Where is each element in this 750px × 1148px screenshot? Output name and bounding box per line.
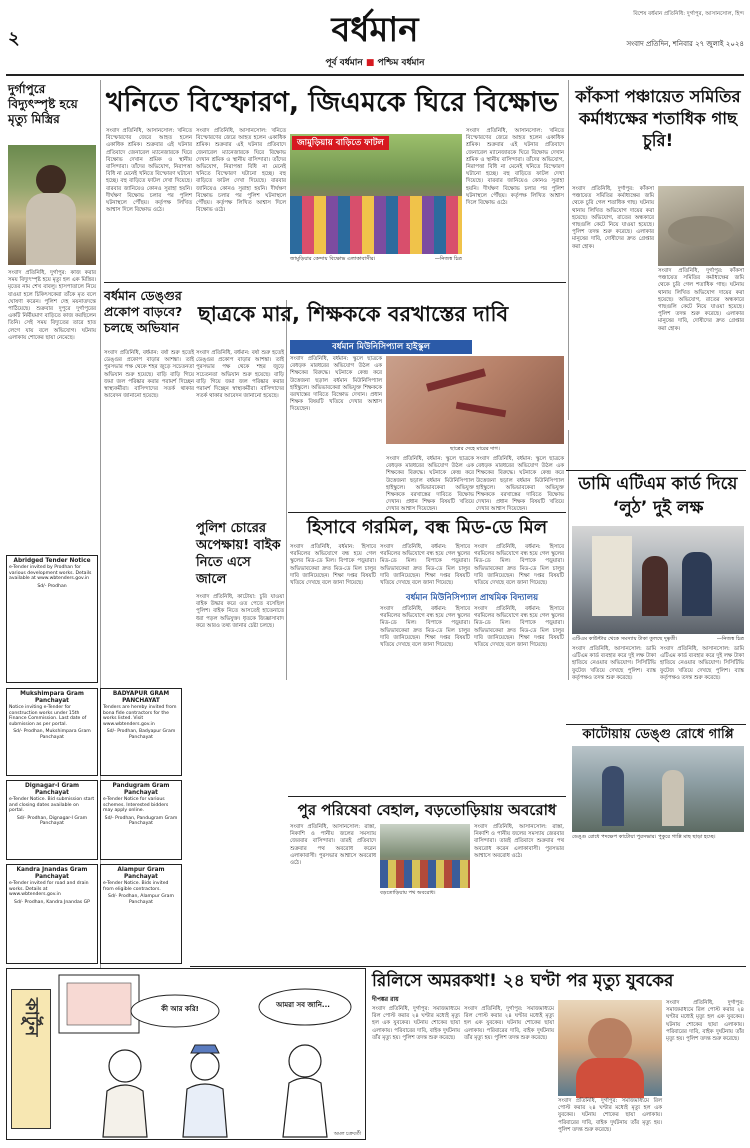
pur-body-b: সংবাদ প্রতিনিধি, আসানসোল: রাস্তা, নিকাশি ও পানীয় জলের সমস্যায় জেরবার বাসিন্দারা। তারই প্রতিবাদে শুক্রবার পথ অবরোধ করেন এলাকাবাসী। পুরসভার আশ্বাসে অবরোধ ওঠে। <box>474 824 564 859</box>
lead-photo-credit: —নিজস্ব চিত্র <box>434 256 462 262</box>
atm-photo <box>572 526 744 634</box>
reel-byline: দীপঙ্কর রায় <box>372 996 399 1003</box>
notice-sign: Sd/- Prodhan, Pandugram Gram Panchayat <box>104 815 178 827</box>
midday-body-b: সংবাদ প্রতিনিধি, বর্ধমান: হিসাবে গরমিলের অভিযোগে বন্ধ হয়ে গেল স্কুলের মিড-ডে মিল। বিপাকে পড়ুয়ারা। অভিভাবকেরা দ্রুত মিড-ডে মিল চালুর দাবি জানিয়েছেন। শিক্ষা দপ্তর বিষয়টি খতিয়ে দেখছে বলে জানা গিয়েছে। <box>380 544 470 587</box>
pur-photo <box>380 824 470 888</box>
date-line: সংবাদ প্রতিদিন, শনিবার ২৭ জুলাই ২০২৪ <box>626 40 744 48</box>
notice-sign: Sd/- Prodhan, Alampur Gram Panchayat <box>108 894 174 905</box>
atm-rule <box>566 470 746 471</box>
katwa-rule <box>566 724 746 725</box>
notice-title: Pandugram Gram Panchayat <box>112 783 170 796</box>
notice-abridged <box>6 555 98 683</box>
section-west[interactable]: পশ্চিম বর্ধমান <box>377 58 425 68</box>
student-body-a: সংবাদ প্রতিনিধি, বর্ধমান: স্কুলে ছাত্রকে বেধড়ক মারধরের অভিযোগ উঠল এক শিক্ষকের বিরুদ্ধে। ঘটনাকে কেন্দ্র করে উত্তেজনা ছড়াল বর্ধমান মিউনিসিপ্যাল হাইস্কুলে। অভিভাবকেরা অভিযুক্ত শিক্ষককে বরখাস্তের দাবিতে বিক্ষোভ দেখান। প্রধান শিক্ষক বিষয়টি খতিয়ে দেখার আশ্বাস দিয়েছেন। <box>290 356 382 413</box>
right-col-rule <box>568 80 569 420</box>
page-number: ২ <box>8 28 20 49</box>
notice-title: Mukshimpara Gram Panchayat <box>20 691 84 704</box>
student-tag: বর্ধমান মিউনিসিপ্যাল হাইস্কুল <box>290 340 472 354</box>
atm-body-a: সংবাদ প্রতিনিধি, আসানসোল: ডামি এটিএম কার্ড ব্যবহার করে দুই লক্ষ টাকা হাতিয়ে নেওয়ার অভিযোগ। সিসিটিভি ফুটেজ খতিয়ে দেখছে পুলিশ। ব্যাঙ্ক কর্তৃপক্ষও তদন্ত শুরু করেছে। <box>572 646 656 681</box>
atm-headline: ডামি এটিএম কার্ড দিয়ে ‘লুঠ’ দুই লক্ষ <box>578 474 738 518</box>
atm-body-b: সংবাদ প্রতিনিধি, আসানসোল: ডামি এটিএম কার্ড ব্যবহার করে দুই লক্ষ টাকা হাতিয়ে নেওয়ার অভিযোগ। সিসিটিভি ফুটেজ খতিয়ে দেখছে পুলিশ। ব্যাঙ্ক কর্তৃপক্ষও তদন্ত শুরু করেছে। <box>660 646 744 681</box>
notice-dignagar <box>6 780 98 860</box>
midday-body-a: সংবাদ প্রতিনিধি, বর্ধমান: হিসাবে গরমিলের অভিযোগে বন্ধ হয়ে গেল স্কুলের মিড-ডে মিল। বিপাকে পড়ুয়ারা। অভিভাবকেরা দ্রুত মিড-ডে মিল চালুর দাবি জানিয়েছেন। শিক্ষা দপ্তর বিষয়টি খতিয়ে দেখছে বলে জানা গিয়েছে। <box>290 544 376 587</box>
lead-body-col1: সংবাদ প্রতিনিধি, আসানসোল: খনিতে বিস্ফোরণের জেরে আহত হলেন একাধিক শ্রমিক। শুক্রবার এই ঘটনার প্রতিবাদে জেনারেল ম্যানেজারকে ঘিরে বিক্ষোভ দেখান শ্রমিক ও স্থানীয় বাসিন্দারা। তাঁদের অভিযোগ, নিরাপত্তা বিধি না মেনেই খনিতে বিস্ফোরণ ঘটানো হচ্ছে। বহু বাড়িতে ফাটল দেখা দিয়েছে। বারবার জানিয়েও কোনও সুরাহা হয়নি। দীর্ঘক্ষণ বিক্ষোভ চলার পর পুলিশ ঘটনাস্থলে পৌঁছয়। কর্তৃপক্ষ লিখিত আশ্বাস দিলে বিক্ষোভ ওঠে। <box>106 128 192 214</box>
speech-bubble-1: কী আর করি! <box>161 1005 199 1013</box>
notice-title: Dignagar-I Gram Panchayat <box>24 783 80 796</box>
lead-photo <box>290 134 462 254</box>
mid-col-rule <box>286 300 287 680</box>
pur-caption: বড়তোড়িয়ায় পথ অবরোধ। <box>380 890 436 896</box>
masthead-rule <box>6 74 744 76</box>
top-right-small: বিশেষ বর্ধমান প্রতিনিধি: দুর্গাপুর, আসানসোল, হিন্দ <box>633 11 744 17</box>
lead-headline: খনিতে বিস্ফোরণ, জিএমকে ঘিরে বিক্ষোভ <box>106 87 559 118</box>
notice-sign: Sd/- Prodhan, Dignagar-I Gram Panchayat <box>16 815 88 827</box>
speech-bubble-2: আমরা সব জানি... <box>276 1001 330 1009</box>
notice-sign: Sd/- Prodhan <box>37 583 67 589</box>
left-body: সংবাদ প্রতিনিধি, দুর্গাপুর: কাজ করার সময় বিদ্যুৎস্পৃষ্ট হয়ে মৃত্যু হল এক মিস্ত্রির। মৃতের নাম শেখ বাবলু। হাসপাতালে নিয়ে যাওয়া হলে চিকিৎসকেরা তাঁকে মৃত বলে ঘোষণা করেন। পুলিশ দেহ ময়নাতদন্তে পাঠিয়েছে। শুক্রবার দুপুরে দুর্গাপুরের একটি নির্মীয়মাণ বাড়িতে কাজ করছিলেন তিনি। সেই সময় বিদ্যুতের তারে হাত লেগে যায় বলে অভিযোগ। ঘটনায় এলাকায় শোকের ছায়া নেমেছে। <box>8 270 96 341</box>
left-photo <box>8 145 96 265</box>
atm-credit: —নিজস্ব চিত্র <box>716 636 744 642</box>
kanksa-photo <box>658 186 744 266</box>
reel-photo <box>558 1000 662 1096</box>
dengue-headline: বর্ধমান ডেঙ্গুর প্রকোপ বাড়বে? চলছে অভিযান <box>104 288 183 335</box>
notice-badyapur <box>100 688 182 776</box>
left-headline: দুর্গাপুরে বিদ্যুৎস্পৃষ্ট হয়ে মৃত্যু মিস্ত্রির <box>8 82 78 126</box>
right-col-rule-2 <box>568 430 569 680</box>
notice-sign: Sd/- Prodhan, Badyapur Gram Panchayat <box>106 729 176 740</box>
reel-body-b: সংবাদ প্রতিনিধি, দুর্গাপুর: সমাজমাধ্যমে রিল পোস্ট করার ২৪ ঘণ্টার মধ্যেই মৃত্যু হল এক যুবকের। ঘটনায় শোকের ছায়া এলাকায়। পরিবারের দাবি, বাইক দুর্ঘটনায় তাঁর মৃত্যু হয়। পুলিশ তদন্ত শুরু করেছে। <box>464 1006 554 1041</box>
reel-body-a: সংবাদ প্রতিনিধি, দুর্গাপুর: সমাজমাধ্যমে রিল পোস্ট করার ২৪ ঘণ্টার মধ্যেই মৃত্যু হল এক যুবকের। ঘটনায় শোকের ছায়া এলাকায়। পরিবারের দাবি, বাইক দুর্ঘটনায় তাঁর মৃত্যু হয়। পুলিশ তদন্ত শুরু করেছে। <box>372 1006 460 1041</box>
pur-rule <box>288 796 566 797</box>
notice-kandra <box>6 864 98 964</box>
pur-headline: পুর পরিষেবা বেহাল, বড়তোড়িয়ায় অবরোধ <box>297 801 557 819</box>
lead-photo-tag: জামুড়িয়ায় বাড়িতে ফাটল <box>292 136 389 150</box>
midday-headline: হিসাবে গরমিল, বন্ধ মিড-ডে মিল <box>306 517 548 538</box>
notice-title: Kandra Jnandas Gram Panchayat <box>16 867 88 880</box>
police-headline: পুলিশ চোরের অপেক্ষায়! বাইক নিতে এসে জালে <box>196 521 281 587</box>
kanksa-headline: কাঁকসা পঞ্চায়েত সমিতির কর্মাধ্যক্ষের শতাধিক গাছ চুরি! <box>575 87 741 150</box>
lead-body-col2: সংবাদ প্রতিনিধি, আসানসোল: খনিতে বিস্ফোরণের জেরে আহত হলেন একাধিক শ্রমিক। শুক্রবার এই ঘটনার প্রতিবাদে জেনারেল ম্যানেজারকে ঘিরে বিক্ষোভ দেখান শ্রমিক ও স্থানীয় বাসিন্দারা। তাঁদের অভিযোগ, নিরাপত্তা বিধি না মেনেই খনিতে বিস্ফোরণ ঘটানো হচ্ছে। বহু বাড়িতে ফাটল দেখা দিয়েছে। বারবার জানিয়েও কোনও সুরাহা হয়নি। দীর্ঘক্ষণ বিক্ষোভ চলার পর পুলিশ ঘটনাস্থলে পৌঁছয়। কর্তৃপক্ষ লিখিত আশ্বাস দিলে বিক্ষোভ ওঠে। <box>196 128 286 214</box>
cartoon-drawing <box>55 971 365 1139</box>
notice-body: e-Tender Notice. Bids invited from eligible contractors. <box>103 881 169 892</box>
notice-sign: Sd/- Prodhan, Mukshimpara Gram Panchayat <box>13 729 91 740</box>
notice-title: Abridged Tender Notice <box>13 558 91 564</box>
lead-rule <box>104 282 566 283</box>
midday-body-d: সংবাদ প্রতিনিধি, বর্ধমান: হিসাবে গরমিলের অভিযোগে বন্ধ হয়ে গেল স্কুলের মিড-ডে মিল। বিপাকে পড়ুয়ারা। অভিভাবকেরা দ্রুত মিড-ডে মিল চালুর দাবি জানিয়েছেন। শিক্ষা দপ্তর বিষয়টি খতিয়ে দেখছে বলে জানা গিয়েছে। <box>380 606 470 649</box>
midday-body-c: সংবাদ প্রতিনিধি, বর্ধমান: হিসাবে গরমিলের অভিযোগে বন্ধ হয়ে গেল স্কুলের মিড-ডে মিল। বিপাকে পড়ুয়ারা। অভিভাবকেরা দ্রুত মিড-ডে মিল চালুর দাবি জানিয়েছেন। শিক্ষা দপ্তর বিষয়টি খতিয়ে দেখছে বলে জানা গিয়েছে। <box>474 544 564 587</box>
notice-body: e-Tender Notice. Bid submission start and closing dates available on portal. <box>9 797 95 814</box>
notice-body: e-Tender invited for road and drain works. Details at www.wbtenders.gov.in <box>9 881 89 898</box>
reel-headline: রিলিসে অমরকথা! ২৪ ঘণ্টা পর মৃত্যু যুবকের <box>372 971 674 991</box>
reel-body-d: সংবাদ প্রতিনিধি, দুর্গাপুর: সমাজমাধ্যমে রিল পোস্ট করার ২৪ ঘণ্টার মধ্যেই মৃত্যু হল এক যুবকের। ঘটনায় শোকের ছায়া এলাকায়। পরিবারের দাবি, বাইক দুর্ঘটনায় তাঁর মৃত্যু হয়। পুলিশ তদন্ত শুরু করেছে। <box>666 1000 744 1043</box>
reel-body-c: সংবাদ প্রতিনিধি, দুর্গাপুর: সমাজমাধ্যমে রিল পোস্ট করার ২৪ ঘণ্টার মধ্যেই মৃত্যু হল এক যুবকের। ঘটনায় শোকের ছায়া এলাকায়। পরিবারের দাবি, বাইক দুর্ঘটনায় তাঁর মৃত্যু হয়। পুলিশ তদন্ত শুরু করেছে। <box>558 1098 662 1133</box>
pur-body-a: সংবাদ প্রতিনিধি, আসানসোল: রাস্তা, নিকাশি ও পানীয় জলের সমস্যায় জেরবার বাসিন্দারা। তারই প্রতিবাদে শুক্রবার পথ অবরোধ করেন এলাকাবাসী। পুরসভার আশ্বাসে অবরোধ ওঠে। <box>290 824 376 867</box>
section-east[interactable]: পূর্ব বর্ধমান <box>325 58 363 68</box>
police-body: সংবাদ প্রতিনিধি, কাটোয়া: চুরি যাওয়া বাইক উদ্ধার করে ওত পেতে বসেছিল পুলিশ। বাইক নিতে আসতেই হাতেনাতে ধরা পড়ল অভিযুক্ত। ধৃতকে জিজ্ঞাসাবাদ করে আরও তথ্য জানার চেষ্টা চলছে। <box>196 594 284 629</box>
cartoon-panel <box>6 968 366 1140</box>
notice-body: Notice inviting e-Tender for construction works under 15th Finance Commission. Last date of submission as per portal. <box>9 705 87 727</box>
katwa-photo <box>572 746 744 832</box>
notice-title: BADYAPUR GRAM PANCHAYAT <box>112 691 170 704</box>
dengue-body-b: সংবাদ প্রতিনিধি, বর্ধমান: বর্ষা শুরু হতেই ডেঙ্গুর প্রকোপ বাড়ার আশঙ্কা। তাই পুরসভার পক্ষ থেকে শহর জুড়ে সচেতনতা অভিযান শুরু হয়েছে। বাড়ি বাড়ি গিয়ে জমা জল পরিষ্কার করার পরামর্শ দিচ্ছেন স্বাস্থ্যকর্মীরা। বাসিন্দাদের সতর্ক থাকার আবেদন জানানো হয়েছে। <box>196 350 284 400</box>
student-body-c: সংবাদ প্রতিনিধি, বর্ধমান: স্কুলে ছাত্রকে বেধড়ক মারধরের অভিযোগ উঠল এক শিক্ষকের বিরুদ্ধে। ঘটনাকে কেন্দ্র করে উত্তেজনা ছড়াল বর্ধমান মিউনিসিপ্যাল হাইস্কুলে। অভিভাবকেরা অভিযুক্ত শিক্ষককে বরখাস্তের দাবিতে বিক্ষোভ দেখান। প্রধান শিক্ষক বিষয়টি খতিয়ে দেখার আশ্বাস দিয়েছেন। <box>476 456 564 513</box>
katwa-caption: ডেঙ্গু রোধে পদক্ষেপ কাটোয়া পুরসভার। পুকুরে গাপ্পি মাছ ছাড়া হচ্ছে। <box>572 834 716 840</box>
dengue-body-a: সংবাদ প্রতিনিধি, বর্ধমান: বর্ষা শুরু হতেই ডেঙ্গুর প্রকোপ বাড়ার আশঙ্কা। তাই পুরসভার পক্ষ থেকে শহর জুড়ে সচেতনতা অভিযান শুরু হয়েছে। বাড়ি বাড়ি গিয়ে জমা জল পরিষ্কার করার পরামর্শ দিচ্ছেন স্বাস্থ্যকর্মীরা। বাসিন্দাদের সতর্ক থাকার আবেদন জানানো হয়েছে। <box>104 350 194 400</box>
notice-title: Alampur Gram Panchayat <box>117 867 165 880</box>
atm-caption: এটিএম কাউন্টার থেকে সমস্যায় টাকা তুলছে দুষ্কৃতী। <box>572 636 678 642</box>
kanksa-body-b: সংবাদ প্রতিনিধি, দুর্গাপুর: কাঁকসা পঞ্চায়েত সমিতির কর্মাধ্যক্ষের জমি থেকে চুরি গেল শতাধিক গাছ। ঘটনায় থানায় লিখিত অভিযোগ দায়ের করা হয়েছে। অভিযোগ, রাতের অন্ধকারে গাছগুলি কেটে নিয়ে যাওয়া হয়েছে। পুলিশ তদন্ত শুরু করেছে। এলাকার মানুষের দাবি, দোষীদের দ্রুত গ্রেপ্তার করা হোক। <box>658 268 744 332</box>
reel-rule <box>190 966 746 967</box>
lead-body-col3: সংবাদ প্রতিনিধি, আসানসোল: খনিতে বিস্ফোরণের জেরে আহত হলেন একাধিক শ্রমিক। শুক্রবার এই ঘটনার প্রতিবাদে জেনারেল ম্যানেজারকে ঘিরে বিক্ষোভ দেখান শ্রমিক ও স্থানীয় বাসিন্দারা। তাঁদের অভিযোগ, নিরাপত্তা বিধি না মেনেই খনিতে বিস্ফোরণ ঘটানো হচ্ছে। বহু বাড়িতে ফাটল দেখা দিয়েছে। বারবার জানিয়েও কোনও সুরাহা হয়নি। দীর্ঘক্ষণ বিক্ষোভ চলার পর পুলিশ ঘটনাস্থলে পৌঁছয়। কর্তৃপক্ষ লিখিত আশ্বাস দিলে বিক্ষোভ ওঠে। <box>466 128 564 207</box>
student-caption: ছাত্রের দেহে মারের দাগ। <box>450 446 500 452</box>
notice-alampur <box>100 864 182 964</box>
notice-pandugram <box>100 780 182 860</box>
kanksa-body-a: সংবাদ প্রতিনিধি, দুর্গাপুর: কাঁকসা পঞ্চায়েত সমিতির কর্মাধ্যক্ষের জমি থেকে চুরি গেল শতাধিক গাছ। ঘটনায় থানায় লিখিত অভিযোগ দায়ের করা হয়েছে। অভিযোগ, রাতের অন্ধকারে গাছগুলি কেটে নিয়ে যাওয়া হয়েছে। পুলিশ তদন্ত শুরু করেছে। এলাকার মানুষের দাবি, দোষীদের দ্রুত গ্রেপ্তার করা হোক। <box>572 186 654 250</box>
cartoon-logo: কার্টুন <box>11 989 51 1129</box>
midday-body-e: সংবাদ প্রতিনিধি, বর্ধমান: হিসাবে গরমিলের অভিযোগে বন্ধ হয়ে গেল স্কুলের মিড-ডে মিল। বিপাকে পড়ুয়ারা। অভিভাবকেরা দ্রুত মিড-ডে মিল চালুর দাবি জানিয়েছেন। শিক্ষা দপ্তর বিষয়টি খতিয়ে দেখছে বলে জানা গিয়েছে। <box>474 606 564 649</box>
notice-body: Tenders are hereby invited from bona fide contractors for the works listed. Visit www.wbtenders.gov.in <box>103 705 177 727</box>
cartoon-credit: অমল চক্রবর্তী <box>333 1131 361 1137</box>
newspaper-title: বর্ধমান <box>331 10 419 50</box>
section-bar <box>0 56 750 70</box>
katwa-headline: কাটোয়ায় ডেঙ্গু রোধে গাপ্পি <box>582 727 734 742</box>
midday-rule <box>288 512 566 513</box>
student-body-b: সংবাদ প্রতিনিধি, বর্ধমান: স্কুলে ছাত্রকে বেধড়ক মারধরের অভিযোগ উঠল এক শিক্ষকের বিরুদ্ধে। ঘটনাকে কেন্দ্র করে উত্তেজনা ছড়াল বর্ধমান মিউনিসিপ্যাল হাইস্কুলে। অভিভাবকেরা অভিযুক্ত শিক্ষককে বরখাস্তের দাবিতে বিক্ষোভ দেখান। প্রধান শিক্ষক বিষয়টি খতিয়ে দেখার আশ্বাস দিয়েছেন। <box>386 456 474 513</box>
student-headline: ছাত্রকে মার, শিক্ষককে বরখাস্তের দাবি <box>198 302 509 326</box>
section-dot: ■ <box>365 58 375 68</box>
notice-body: e-Tender invited by Prodhan for various development works. Details available at www.wbtenders.gov.in <box>9 565 92 582</box>
student-photo <box>386 356 564 444</box>
lead-photo-caption: জামুড়িয়ার কেন্দায় বিক্ষোভ এলাকাবাসীর। <box>290 256 376 262</box>
notice-sign: Sd/- Prodhan, Kandra Jnandas GP <box>14 899 90 905</box>
notice-mukshimpara <box>6 688 98 776</box>
notice-body: e-Tender Notice for various schemes. Interested bidders may apply online. <box>103 797 169 814</box>
midday-subhead: বর্ধমান মিউনিসিপ্যাল প্রাথমিক বিদ্যালয় <box>405 593 539 603</box>
